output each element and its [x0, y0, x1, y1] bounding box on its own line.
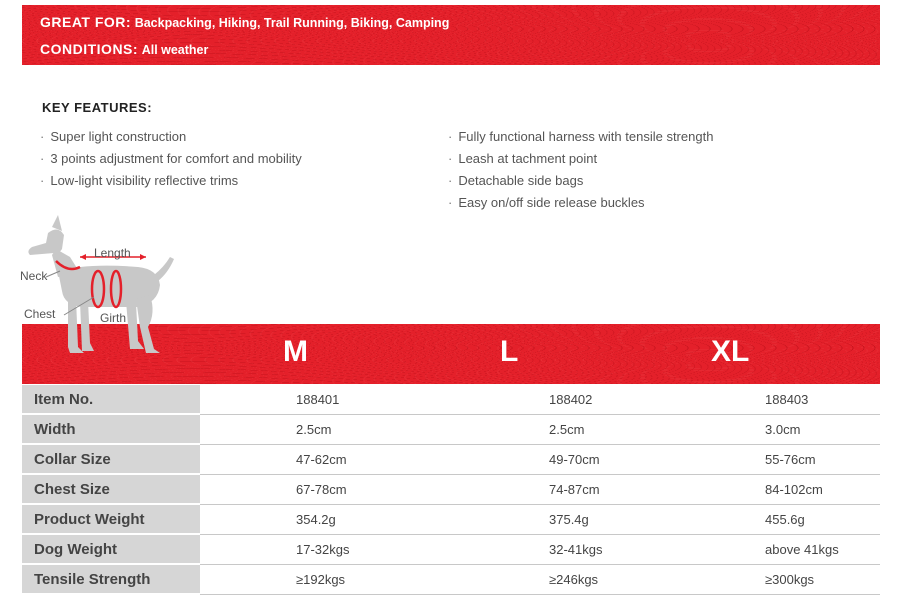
table-cell: 55-76cm: [669, 444, 880, 474]
table-cell: 17-32kgs: [200, 534, 453, 564]
size-l-heading: L: [500, 335, 519, 368]
table-row: [22, 385, 880, 414]
top-banner: [22, 5, 880, 65]
feature-item: · Fully functional harness with tensile strength: [448, 128, 713, 150]
table-cell: ≥300kgs: [669, 564, 880, 594]
table-cell: 188403: [669, 385, 880, 414]
neck-label: Neck: [20, 269, 48, 283]
table-cell: ≥192kgs: [200, 564, 453, 594]
table-cell: 3.0cm: [669, 414, 880, 444]
feature-item: · Super light construction: [40, 128, 302, 150]
spec-table: [22, 385, 880, 595]
chest-label: Chest: [24, 307, 56, 321]
conditions-value: All weather: [141, 43, 209, 57]
girth-label: Girth: [100, 311, 127, 325]
row-label: Tensile Strength: [22, 564, 200, 594]
table-row: [22, 414, 880, 444]
table-row: [22, 564, 880, 594]
features-right-list: [448, 128, 713, 216]
feature-item: · 3 points adjustment for comfort and mobility: [40, 150, 302, 172]
conditions-line: [40, 41, 208, 57]
table-row: [22, 534, 880, 564]
great-for-label: GREAT FOR:: [40, 14, 132, 30]
row-label: Product Weight: [22, 504, 200, 534]
row-label: Width: [22, 414, 200, 444]
feature-item: · Easy on/off side release buckles: [448, 194, 713, 216]
table-cell: 188402: [453, 385, 669, 414]
table-row: [22, 474, 880, 504]
size-m-heading: M: [283, 335, 308, 368]
dog-measurement-diagram: [18, 215, 188, 365]
size-xl-heading: XL: [711, 335, 750, 368]
length-label: Length: [94, 246, 131, 260]
table-cell: 455.6g: [669, 504, 880, 534]
great-for-value: Backpacking, Hiking, Trail Running, Biking, Camping: [134, 16, 450, 30]
row-label: Chest Size: [22, 474, 200, 504]
table-cell: 84-102cm: [669, 474, 880, 504]
table-cell: 74-87cm: [453, 474, 669, 504]
great-for-line: [40, 14, 449, 30]
feature-item: · Detachable side bags: [448, 172, 713, 194]
table-cell: 2.5cm: [200, 414, 453, 444]
table-cell: ≥246kgs: [453, 564, 669, 594]
table-row: [22, 504, 880, 534]
feature-item: · Leash at tachment point: [448, 150, 713, 172]
table-row: [22, 444, 880, 474]
table-cell: 354.2g: [200, 504, 453, 534]
table-cell: 2.5cm: [453, 414, 669, 444]
dog-silhouette-icon: [18, 215, 188, 365]
features-left-list: [40, 128, 302, 194]
table-cell: 375.4g: [453, 504, 669, 534]
feature-item: · Low-light visibility reflective trims: [40, 172, 302, 194]
row-label: Collar Size: [22, 444, 200, 474]
table-cell: 32-41kgs: [453, 534, 669, 564]
row-label: Item No.: [22, 385, 200, 414]
table-cell: 67-78cm: [200, 474, 453, 504]
table-cell: 47-62cm: [200, 444, 453, 474]
table-cell: above 41kgs: [669, 534, 880, 564]
row-label: Dog Weight: [22, 534, 200, 564]
table-cell: 188401: [200, 385, 453, 414]
table-cell: 49-70cm: [453, 444, 669, 474]
key-features-title: KEY FEATURES:: [42, 100, 153, 115]
conditions-label: CONDITIONS:: [40, 41, 139, 57]
